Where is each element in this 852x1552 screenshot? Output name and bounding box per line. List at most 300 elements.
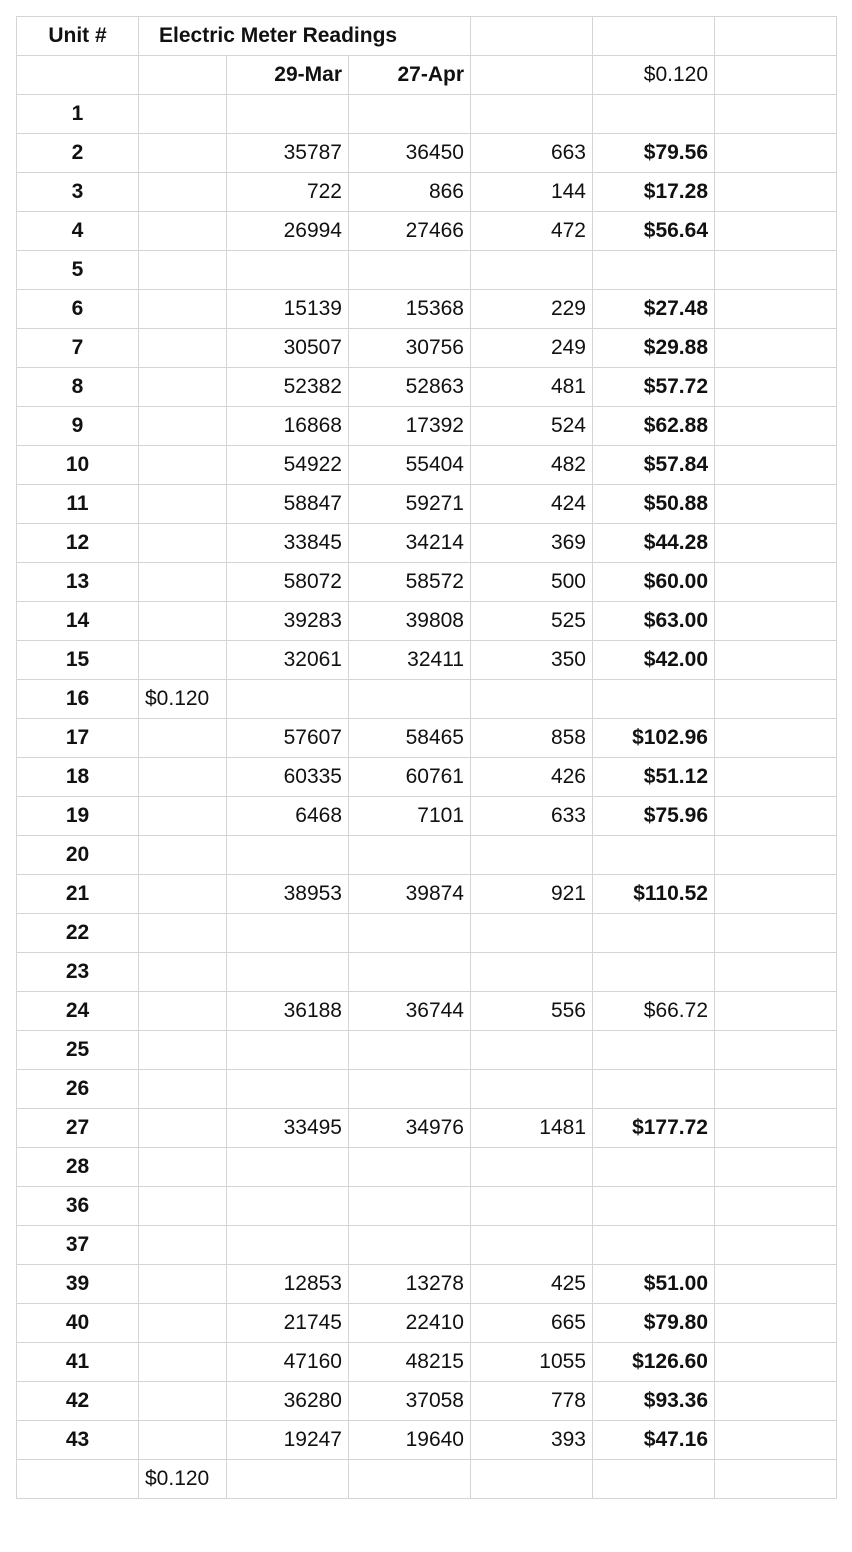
previous-reading-cell (227, 1187, 349, 1226)
cost-cell (593, 1031, 715, 1070)
unit-number-cell: 25 (17, 1031, 139, 1070)
empty-cell (715, 563, 837, 602)
current-reading-cell (349, 1187, 471, 1226)
empty-cell (715, 134, 837, 173)
previous-reading-cell (227, 1070, 349, 1109)
current-reading-cell: 15368 (349, 290, 471, 329)
previous-reading-cell: 39283 (227, 602, 349, 641)
current-reading-cell (349, 914, 471, 953)
previous-reading-cell: 19247 (227, 1421, 349, 1460)
empty-cell (715, 524, 837, 563)
rate-cell (139, 797, 227, 836)
cost-cell: $110.52 (593, 875, 715, 914)
usage-cell (471, 914, 593, 953)
rate-cell (139, 524, 227, 563)
rate-cell (139, 563, 227, 602)
empty-cell (715, 1187, 837, 1226)
empty-cell (715, 17, 837, 56)
usage-cell: 482 (471, 446, 593, 485)
rate-cell (139, 1265, 227, 1304)
previous-reading-cell: 722 (227, 173, 349, 212)
previous-reading-cell: 12853 (227, 1265, 349, 1304)
cost-cell (593, 836, 715, 875)
table-row (17, 407, 837, 446)
empty-cell (715, 641, 837, 680)
empty-cell (715, 485, 837, 524)
usage-cell: 426 (471, 758, 593, 797)
cost-cell: $57.72 (593, 368, 715, 407)
usage-cell: 350 (471, 641, 593, 680)
unit-number-cell: 15 (17, 641, 139, 680)
cost-cell: $29.88 (593, 329, 715, 368)
current-reading-cell: 60761 (349, 758, 471, 797)
cost-cell: $177.72 (593, 1109, 715, 1148)
empty-cell (715, 95, 837, 134)
previous-reading-cell: 15139 (227, 290, 349, 329)
table-row (17, 602, 837, 641)
usage-cell: 500 (471, 563, 593, 602)
usage-cell (471, 953, 593, 992)
usage-cell: 524 (471, 407, 593, 446)
rate-cell (139, 1304, 227, 1343)
previous-reading-cell: 38953 (227, 875, 349, 914)
cost-cell: $63.00 (593, 602, 715, 641)
unit-number-cell: 7 (17, 329, 139, 368)
cost-cell: $42.00 (593, 641, 715, 680)
rate-cell (139, 875, 227, 914)
empty-cell (715, 1109, 837, 1148)
empty-cell (715, 329, 837, 368)
empty-cell (715, 212, 837, 251)
rate-cell (139, 1031, 227, 1070)
unit-number-cell: 26 (17, 1070, 139, 1109)
empty-cell (715, 758, 837, 797)
current-reading-cell: 13278 (349, 1265, 471, 1304)
previous-reading-cell: 32061 (227, 641, 349, 680)
current-reading-cell: 27466 (349, 212, 471, 251)
header-row (17, 17, 837, 56)
table-row (17, 641, 837, 680)
cost-cell (593, 1070, 715, 1109)
empty-cell (715, 446, 837, 485)
usage-cell (471, 1070, 593, 1109)
table-row (17, 524, 837, 563)
usage-cell: 778 (471, 1382, 593, 1421)
rate-cell (139, 641, 227, 680)
usage-cell: 229 (471, 290, 593, 329)
usage-cell: 921 (471, 875, 593, 914)
current-reading-cell: 39808 (349, 602, 471, 641)
unit-number-cell: 37 (17, 1226, 139, 1265)
unit-number-cell: 40 (17, 1304, 139, 1343)
empty-cell (715, 1265, 837, 1304)
table-row (17, 1421, 837, 1460)
usage-cell: 663 (471, 134, 593, 173)
table-row (17, 173, 837, 212)
unit-number-cell: 8 (17, 368, 139, 407)
previous-reading-cell: 33495 (227, 1109, 349, 1148)
current-reading-cell: 52863 (349, 368, 471, 407)
cost-cell (593, 1460, 715, 1499)
table-row (17, 251, 837, 290)
table-row (17, 758, 837, 797)
table-row (17, 1109, 837, 1148)
current-reading-cell: 19640 (349, 1421, 471, 1460)
rate-cell (139, 1187, 227, 1226)
rate-cell (139, 1226, 227, 1265)
previous-reading-cell: 57607 (227, 719, 349, 758)
cost-cell: $17.28 (593, 173, 715, 212)
current-reading-cell: 55404 (349, 446, 471, 485)
table-row (17, 563, 837, 602)
table-row (17, 1265, 837, 1304)
unit-number-cell: 24 (17, 992, 139, 1031)
unit-number-cell: 43 (17, 1421, 139, 1460)
rate-cell (139, 758, 227, 797)
empty-cell (715, 1421, 837, 1460)
empty-cell (715, 1148, 837, 1187)
usage-cell: 144 (471, 173, 593, 212)
rate-cell (139, 368, 227, 407)
unit-number-cell: 2 (17, 134, 139, 173)
unit-number-cell: 4 (17, 212, 139, 251)
current-reading-cell (349, 1226, 471, 1265)
unit-number-cell: 3 (17, 173, 139, 212)
rate-cell (139, 329, 227, 368)
previous-reading-cell: 6468 (227, 797, 349, 836)
rate-cell (139, 1070, 227, 1109)
rate-cell (139, 836, 227, 875)
table-row (17, 992, 837, 1031)
previous-reading-cell: 47160 (227, 1343, 349, 1382)
current-reading-cell: 7101 (349, 797, 471, 836)
previous-reading-cell: 26994 (227, 212, 349, 251)
usage-cell (471, 836, 593, 875)
previous-reading-cell: 36280 (227, 1382, 349, 1421)
cost-cell (593, 95, 715, 134)
current-reading-cell: 59271 (349, 485, 471, 524)
cost-cell: $79.80 (593, 1304, 715, 1343)
previous-reading-cell: 52382 (227, 368, 349, 407)
current-reading-cell: 30756 (349, 329, 471, 368)
table-row (17, 1031, 837, 1070)
previous-reading-cell (227, 1226, 349, 1265)
empty-cell (17, 56, 139, 95)
rate-cell (139, 446, 227, 485)
empty-cell (715, 1460, 837, 1499)
rate-cell: $0.120 (139, 680, 227, 719)
usage-cell (471, 1187, 593, 1226)
rate-cell: $0.120 (593, 56, 715, 95)
empty-cell (715, 1070, 837, 1109)
empty-cell (715, 368, 837, 407)
table-row (17, 914, 837, 953)
table-row (17, 95, 837, 134)
current-reading-cell (349, 1031, 471, 1070)
cost-cell: $51.12 (593, 758, 715, 797)
current-reading-cell (349, 95, 471, 134)
table-row (17, 953, 837, 992)
rate-cell (139, 602, 227, 641)
cost-cell: $93.36 (593, 1382, 715, 1421)
usage-cell (471, 680, 593, 719)
empty-cell (715, 875, 837, 914)
previous-reading-cell (227, 680, 349, 719)
rate-cell (139, 719, 227, 758)
current-reading-cell: 37058 (349, 1382, 471, 1421)
current-reading-cell (349, 680, 471, 719)
cost-cell: $27.48 (593, 290, 715, 329)
empty-cell (139, 56, 227, 95)
unit-number-cell: 5 (17, 251, 139, 290)
current-reading-cell: 48215 (349, 1343, 471, 1382)
table-row (17, 1148, 837, 1187)
previous-reading-cell (227, 1460, 349, 1499)
rate-cell (139, 407, 227, 446)
previous-reading-cell: 58847 (227, 485, 349, 524)
empty-cell (715, 173, 837, 212)
previous-reading-cell: 30507 (227, 329, 349, 368)
current-reading-cell: 17392 (349, 407, 471, 446)
cost-cell: $102.96 (593, 719, 715, 758)
table-row (17, 1226, 837, 1265)
usage-cell: 633 (471, 797, 593, 836)
unit-number-cell: 11 (17, 485, 139, 524)
rate-cell (139, 95, 227, 134)
unit-number-cell: 1 (17, 95, 139, 134)
empty-cell (715, 1382, 837, 1421)
table-row (17, 836, 837, 875)
unit-number-cell: 6 (17, 290, 139, 329)
current-reading-cell (349, 1460, 471, 1499)
unit-number-cell: 41 (17, 1343, 139, 1382)
unit-number-cell: 20 (17, 836, 139, 875)
unit-number-cell: 12 (17, 524, 139, 563)
unit-number-cell (17, 1460, 139, 1499)
date-row (17, 56, 837, 95)
unit-number-cell: 42 (17, 1382, 139, 1421)
table-row (17, 719, 837, 758)
current-reading-cell: 866 (349, 173, 471, 212)
unit-number-cell: 13 (17, 563, 139, 602)
rate-cell (139, 1382, 227, 1421)
table-row (17, 212, 837, 251)
rate-cell: $0.120 (139, 1460, 227, 1499)
cost-cell (593, 680, 715, 719)
unit-number-cell: 27 (17, 1109, 139, 1148)
table-row (17, 1382, 837, 1421)
cost-cell (593, 251, 715, 290)
rate-cell (139, 251, 227, 290)
current-reading-cell: 36744 (349, 992, 471, 1031)
empty-cell (715, 290, 837, 329)
previous-reading-cell: 35787 (227, 134, 349, 173)
usage-cell (471, 95, 593, 134)
cost-cell: $126.60 (593, 1343, 715, 1382)
cost-cell (593, 1226, 715, 1265)
empty-cell (715, 1304, 837, 1343)
rate-cell (139, 992, 227, 1031)
unit-number-cell: 18 (17, 758, 139, 797)
rate-cell (139, 1343, 227, 1382)
table-row (17, 134, 837, 173)
empty-cell (471, 17, 593, 56)
usage-cell: 424 (471, 485, 593, 524)
table-row (17, 1343, 837, 1382)
usage-cell: 1055 (471, 1343, 593, 1382)
rate-cell (139, 914, 227, 953)
usage-cell: 858 (471, 719, 593, 758)
usage-cell: 665 (471, 1304, 593, 1343)
previous-reading-cell: 16868 (227, 407, 349, 446)
usage-cell: 249 (471, 329, 593, 368)
empty-cell (715, 407, 837, 446)
previous-reading-cell: 21745 (227, 1304, 349, 1343)
empty-cell (715, 56, 837, 95)
empty-cell (715, 251, 837, 290)
sheet-title: Electric Meter Readings (139, 17, 471, 56)
current-reading-cell (349, 251, 471, 290)
cost-cell (593, 1187, 715, 1226)
cost-cell: $56.64 (593, 212, 715, 251)
usage-cell (471, 1226, 593, 1265)
current-reading-cell: 34214 (349, 524, 471, 563)
rate-cell (139, 953, 227, 992)
previous-reading-cell (227, 953, 349, 992)
empty-cell (715, 992, 837, 1031)
current-reading-cell: 32411 (349, 641, 471, 680)
table-row (17, 329, 837, 368)
previous-reading-cell (227, 836, 349, 875)
cost-cell: $66.72 (593, 992, 715, 1031)
current-reading-cell: 58572 (349, 563, 471, 602)
unit-number-cell: 9 (17, 407, 139, 446)
unit-number-cell: 16 (17, 680, 139, 719)
usage-cell (471, 251, 593, 290)
meter-readings-table (16, 16, 837, 1499)
cost-cell: $51.00 (593, 1265, 715, 1304)
previous-reading-cell (227, 1148, 349, 1187)
previous-reading-cell: 58072 (227, 563, 349, 602)
cost-cell (593, 953, 715, 992)
cost-cell: $62.88 (593, 407, 715, 446)
unit-column-header: Unit # (17, 17, 139, 56)
usage-cell: 369 (471, 524, 593, 563)
table-row (17, 1187, 837, 1226)
current-reading-cell (349, 836, 471, 875)
usage-cell: 525 (471, 602, 593, 641)
unit-number-cell: 36 (17, 1187, 139, 1226)
previous-reading-cell: 54922 (227, 446, 349, 485)
table-row (17, 485, 837, 524)
empty-cell (471, 56, 593, 95)
rate-cell (139, 1109, 227, 1148)
current-reading-cell: 58465 (349, 719, 471, 758)
empty-cell (715, 1031, 837, 1070)
unit-number-cell: 19 (17, 797, 139, 836)
previous-reading-cell: 33845 (227, 524, 349, 563)
unit-number-cell: 17 (17, 719, 139, 758)
usage-cell: 472 (471, 212, 593, 251)
usage-cell (471, 1460, 593, 1499)
rate-cell (139, 485, 227, 524)
unit-number-cell: 21 (17, 875, 139, 914)
cost-cell: $50.88 (593, 485, 715, 524)
usage-cell (471, 1148, 593, 1187)
previous-reading-cell (227, 1031, 349, 1070)
unit-number-cell: 10 (17, 446, 139, 485)
previous-reading-cell (227, 251, 349, 290)
table-row (17, 1304, 837, 1343)
empty-cell (715, 797, 837, 836)
previous-reading-cell: 60335 (227, 758, 349, 797)
cost-cell: $44.28 (593, 524, 715, 563)
cost-cell: $60.00 (593, 563, 715, 602)
usage-cell: 1481 (471, 1109, 593, 1148)
usage-cell: 425 (471, 1265, 593, 1304)
rate-cell (139, 1421, 227, 1460)
empty-cell (715, 953, 837, 992)
current-reading-cell: 36450 (349, 134, 471, 173)
unit-number-cell: 28 (17, 1148, 139, 1187)
empty-cell (593, 17, 715, 56)
empty-cell (715, 836, 837, 875)
empty-cell (715, 602, 837, 641)
previous-reading-cell: 36188 (227, 992, 349, 1031)
usage-cell (471, 1031, 593, 1070)
table-row (17, 680, 837, 719)
unit-number-cell: 39 (17, 1265, 139, 1304)
rate-cell (139, 212, 227, 251)
rate-cell (139, 1148, 227, 1187)
table-row (17, 875, 837, 914)
rate-cell (139, 134, 227, 173)
table-row (17, 290, 837, 329)
current-reading-cell: 22410 (349, 1304, 471, 1343)
table-row (17, 446, 837, 485)
empty-cell (715, 1343, 837, 1382)
current-reading-date: 27-Apr (349, 56, 471, 95)
unit-number-cell: 23 (17, 953, 139, 992)
current-reading-cell: 39874 (349, 875, 471, 914)
cost-cell (593, 914, 715, 953)
rate-cell (139, 290, 227, 329)
unit-number-cell: 14 (17, 602, 139, 641)
usage-cell: 393 (471, 1421, 593, 1460)
table-row (17, 1070, 837, 1109)
empty-cell (715, 1226, 837, 1265)
table-row (17, 368, 837, 407)
current-reading-cell (349, 1070, 471, 1109)
cost-cell: $75.96 (593, 797, 715, 836)
usage-cell: 556 (471, 992, 593, 1031)
previous-reading-date: 29-Mar (227, 56, 349, 95)
unit-number-cell: 22 (17, 914, 139, 953)
current-reading-cell: 34976 (349, 1109, 471, 1148)
cost-cell: $57.84 (593, 446, 715, 485)
empty-cell (715, 719, 837, 758)
previous-reading-cell (227, 95, 349, 134)
cost-cell: $79.56 (593, 134, 715, 173)
cost-cell (593, 1148, 715, 1187)
rate-cell (139, 173, 227, 212)
cost-cell: $47.16 (593, 1421, 715, 1460)
empty-cell (715, 914, 837, 953)
usage-cell: 481 (471, 368, 593, 407)
table-row (17, 1460, 837, 1499)
empty-cell (715, 680, 837, 719)
current-reading-cell (349, 1148, 471, 1187)
